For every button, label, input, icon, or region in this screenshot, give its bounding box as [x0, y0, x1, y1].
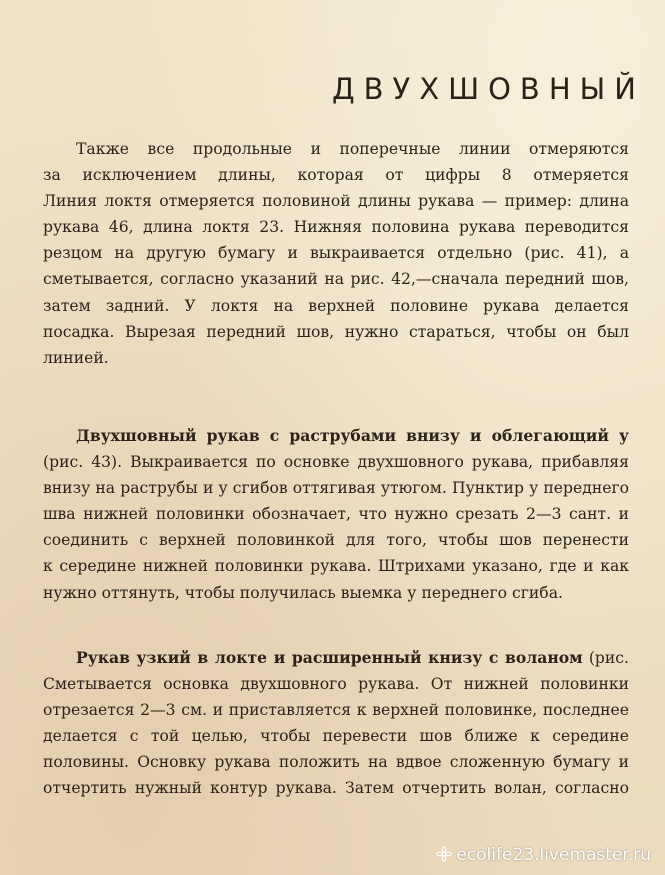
text-line: за исключением длины, которая от цифры 8 отмеряется [43, 166, 629, 185]
paragraph-3 [43, 645, 629, 802]
bold-lead-text: Рукав узкий в локте и расширенный книзу с воланом [76, 648, 583, 667]
paragraph-lead-line [43, 423, 629, 449]
text-line: Линия локтя отмеряется половиной длины рукава — пример: длина [43, 192, 629, 211]
text-line: Сметывается основка двухшовного рукава. От нижней половинки [43, 675, 629, 694]
text-line: линией. [43, 348, 109, 367]
text-line: внизу на раструбы и у сгибов оттягивая утюгом. Пунктир у переднего [43, 479, 629, 498]
watermark [436, 845, 651, 865]
flower-logo-icon [436, 846, 452, 862]
text-line: половины. Основку рукава положить на вдвое сложенную бумагу и [43, 753, 629, 772]
text-line: сметывается, согласно указаний на рис. 42,—сначала передний шов, [43, 270, 629, 289]
page-heading: ДВУХШОВНЫЙ [332, 72, 645, 106]
paragraph-1 [43, 136, 629, 371]
text-line: отчертить нужный контур рукава. Затем отчертить волан, согласно [43, 779, 629, 798]
text-line: затем задний. У локтя на верхней половине рукава делается [43, 296, 629, 315]
text-line: рукава 46, длина локтя 23. Нижняя половина рукава переводится [43, 218, 629, 237]
watermark-text: ecolife23.livemaster.ru [456, 845, 651, 865]
text-line: отрезается 2—3 см. и приставляется к верхней половинке, последнее [43, 701, 629, 720]
text-line: резцом на другую бумагу и выкраивается отдельно (рис. 41), а [43, 244, 629, 263]
text-line: посадка. Вырезая передний шов, нужно стараться, чтобы он был [43, 322, 629, 341]
paragraph-lead-line [43, 645, 629, 671]
text-line: соединить с верхней половинкой для того, чтобы шов перенести [43, 531, 629, 550]
lead-tail-text: (рис. [588, 649, 629, 667]
paragraph-2 [43, 423, 629, 606]
text-line: к середине нижней половинки рукава. Штрихами указано, где и как [43, 557, 629, 576]
bold-lead-text: Двухшовный рукав с раструбами внизу и облегающий у [76, 426, 629, 445]
text-line: (рис. 43). Выкраивается по основке двухшовного рукава, прибавляя [43, 453, 629, 472]
text-line: шва нижней половинки обозначает, что нужно срезать 2—3 сант. и [43, 505, 629, 524]
text-line: делается с той целью, чтобы перевести шов ближе к середине [43, 727, 629, 746]
text-line: Также все продольные и поперечные линии отмеряются [76, 140, 629, 158]
text-line: нужно оттянуть, чтобы получилась выемка у переднего сгиба. [43, 583, 563, 602]
